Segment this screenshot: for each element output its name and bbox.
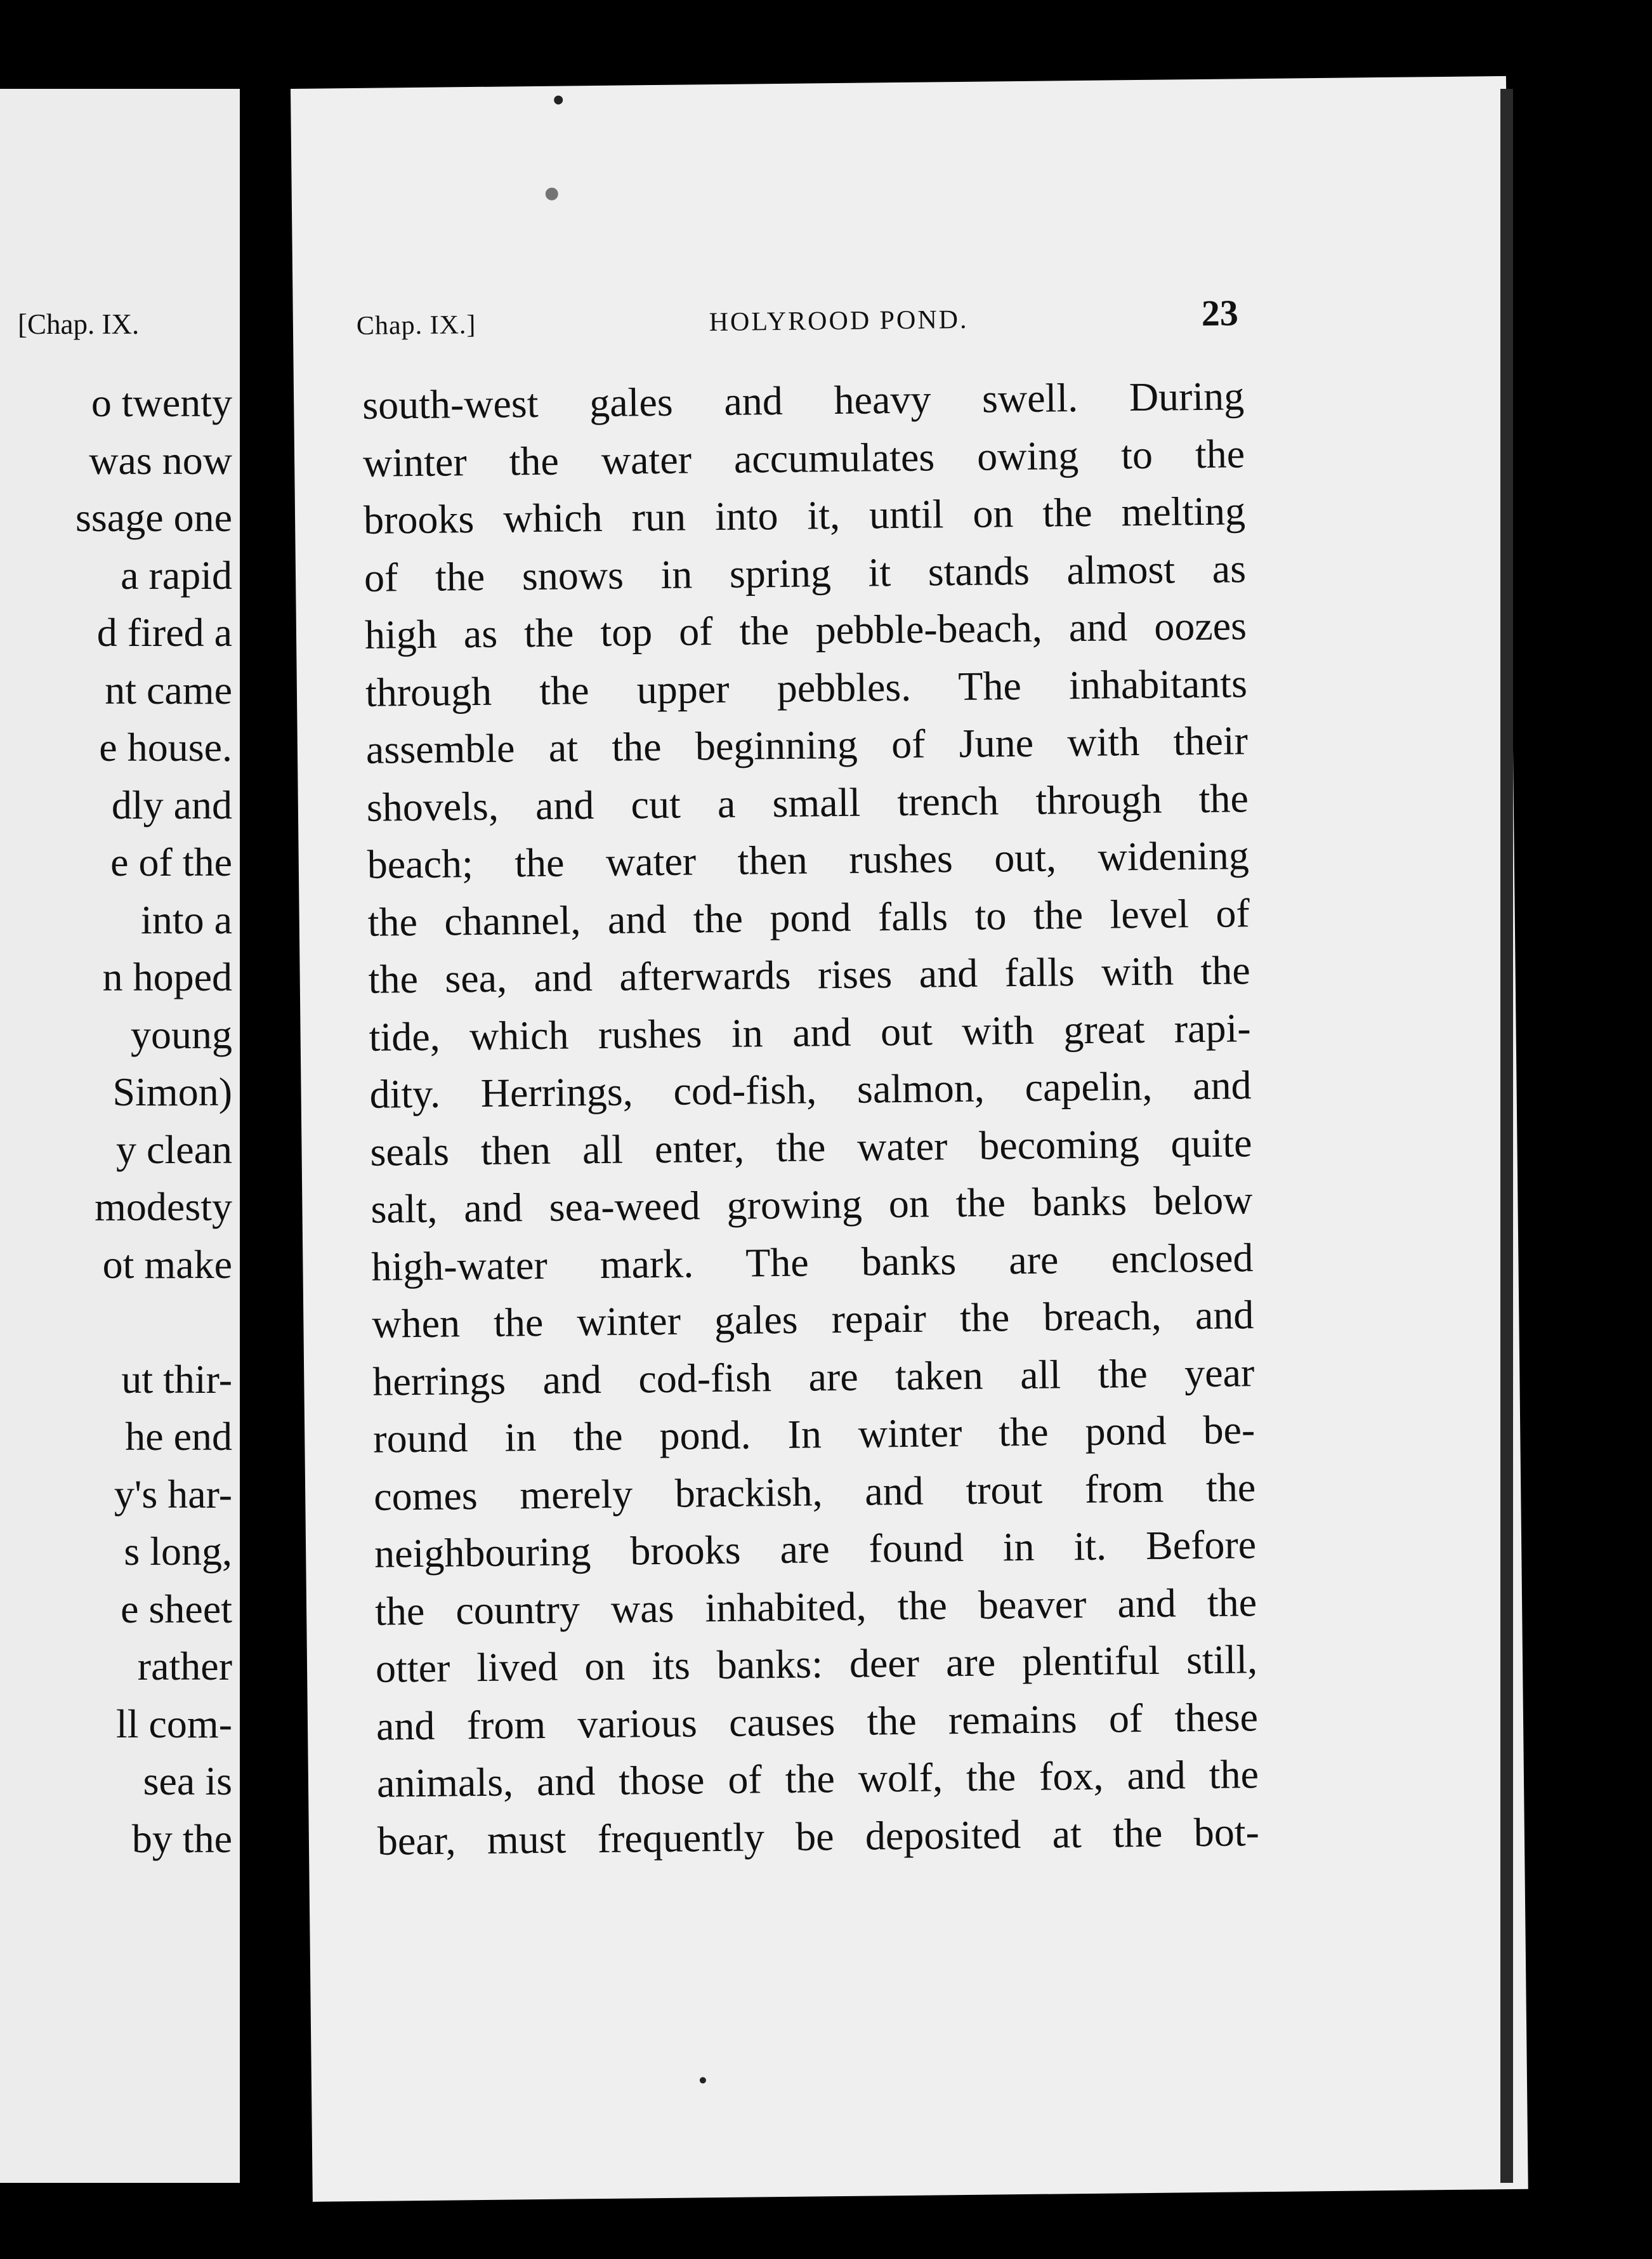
left-line: sea is <box>143 1758 232 1803</box>
left-running-head: [Chap. IX. <box>18 308 140 340</box>
text-line: animals, and those of the wolf, the fox, and the <box>376 1751 1259 1806</box>
text-line: south-west gales and heavy swell. During <box>362 373 1245 428</box>
left-line: rather <box>137 1643 232 1689</box>
left-line: n hoped <box>102 954 232 999</box>
left-page <box>0 89 240 2183</box>
text-line: round in the pond. In winter the pond be- <box>372 1407 1255 1461</box>
left-line: by the <box>131 1815 232 1861</box>
text-line: high-water mark. The banks are enclosed <box>371 1234 1254 1289</box>
page-edge-shadow <box>1500 89 1513 2183</box>
left-line: young <box>131 1011 232 1057</box>
ink-speck <box>700 2077 706 2083</box>
text-line: beach; the water then rushes out, widening <box>367 833 1250 887</box>
text-line: of the snows in spring it stands almost as <box>364 545 1247 600</box>
text-line: otter lived on its banks: deer are plentiful still, <box>375 1637 1258 1691</box>
left-line: he end <box>125 1414 232 1459</box>
text-line: the country was inhabited, the beaver and the <box>374 1579 1257 1634</box>
left-line: ot make <box>102 1241 232 1287</box>
left-line: Simon) <box>112 1069 232 1114</box>
left-line: modesty <box>95 1184 232 1229</box>
left-line: ssage one <box>75 495 232 540</box>
running-head-title: HOLYROOD POND. <box>709 305 969 338</box>
text-line: the sea, and afterwards rises and falls with the <box>368 947 1250 1002</box>
left-line: e sheet <box>121 1586 232 1631</box>
left-line: ll com- <box>115 1701 232 1746</box>
text-line: winter the water accumulates owing to the <box>362 430 1245 485</box>
text-line: bear, must frequently be deposited at the bot- <box>377 1808 1260 1864</box>
text-line: shovels, and cut a small trench through the <box>366 775 1249 830</box>
left-line: s long, <box>124 1529 232 1574</box>
left-line: o twenty <box>91 380 232 425</box>
left-line: y clean <box>116 1126 232 1172</box>
left-line: d fired a <box>96 610 232 655</box>
text-line: high as the top of the pebble-beach, and oozes <box>364 603 1247 657</box>
text-line: assemble at the beginning of June with their <box>365 718 1249 772</box>
text-line: dity. Herrings, cod-fish, salmon, capelin, and <box>369 1062 1252 1117</box>
text-line: and from various causes the remains of these <box>376 1694 1259 1749</box>
ink-speck <box>554 96 563 105</box>
left-line: a rapid <box>121 552 232 598</box>
left-page-text <box>0 374 232 1867</box>
running-head-chapter: Chap. IX.] <box>356 310 476 341</box>
page-body-text <box>362 367 1260 1869</box>
left-line: dly and <box>111 782 232 827</box>
text-line: when the winter gales repair the breach, and <box>372 1292 1254 1347</box>
text-line: brooks which run into it, until on the melting <box>363 488 1246 543</box>
left-line: e of the <box>110 840 232 885</box>
ink-speck <box>546 188 558 201</box>
right-page <box>291 76 1528 2202</box>
left-line: into a <box>141 897 232 942</box>
text-line: the channel, and the pond falls to the level of <box>367 890 1250 945</box>
running-head <box>357 291 1239 343</box>
left-line: e house. <box>99 725 232 770</box>
text-line: comes merely brackish, and trout from the <box>373 1464 1256 1519</box>
left-line: was now <box>89 437 232 483</box>
text-line: salt, and sea-weed growing on the banks below <box>370 1177 1253 1232</box>
text-line: tide, which rushes in and out with great rapi- <box>369 1004 1251 1060</box>
text-line: neighbouring brooks are found in it. Before <box>374 1522 1257 1576</box>
left-line: ut thir- <box>121 1356 232 1402</box>
text-line: through the upper pebbles. The inhabitants <box>365 660 1248 715</box>
left-line: nt came <box>105 667 232 713</box>
text-line: herrings and cod-fish are taken all the year <box>372 1349 1255 1404</box>
text-line: seals then all enter, the water becoming quite <box>370 1119 1252 1175</box>
book-gutter <box>240 0 292 2259</box>
page-number: 23 <box>1201 292 1239 334</box>
left-line <box>0 1293 232 1351</box>
left-line: y's har- <box>114 1471 232 1517</box>
